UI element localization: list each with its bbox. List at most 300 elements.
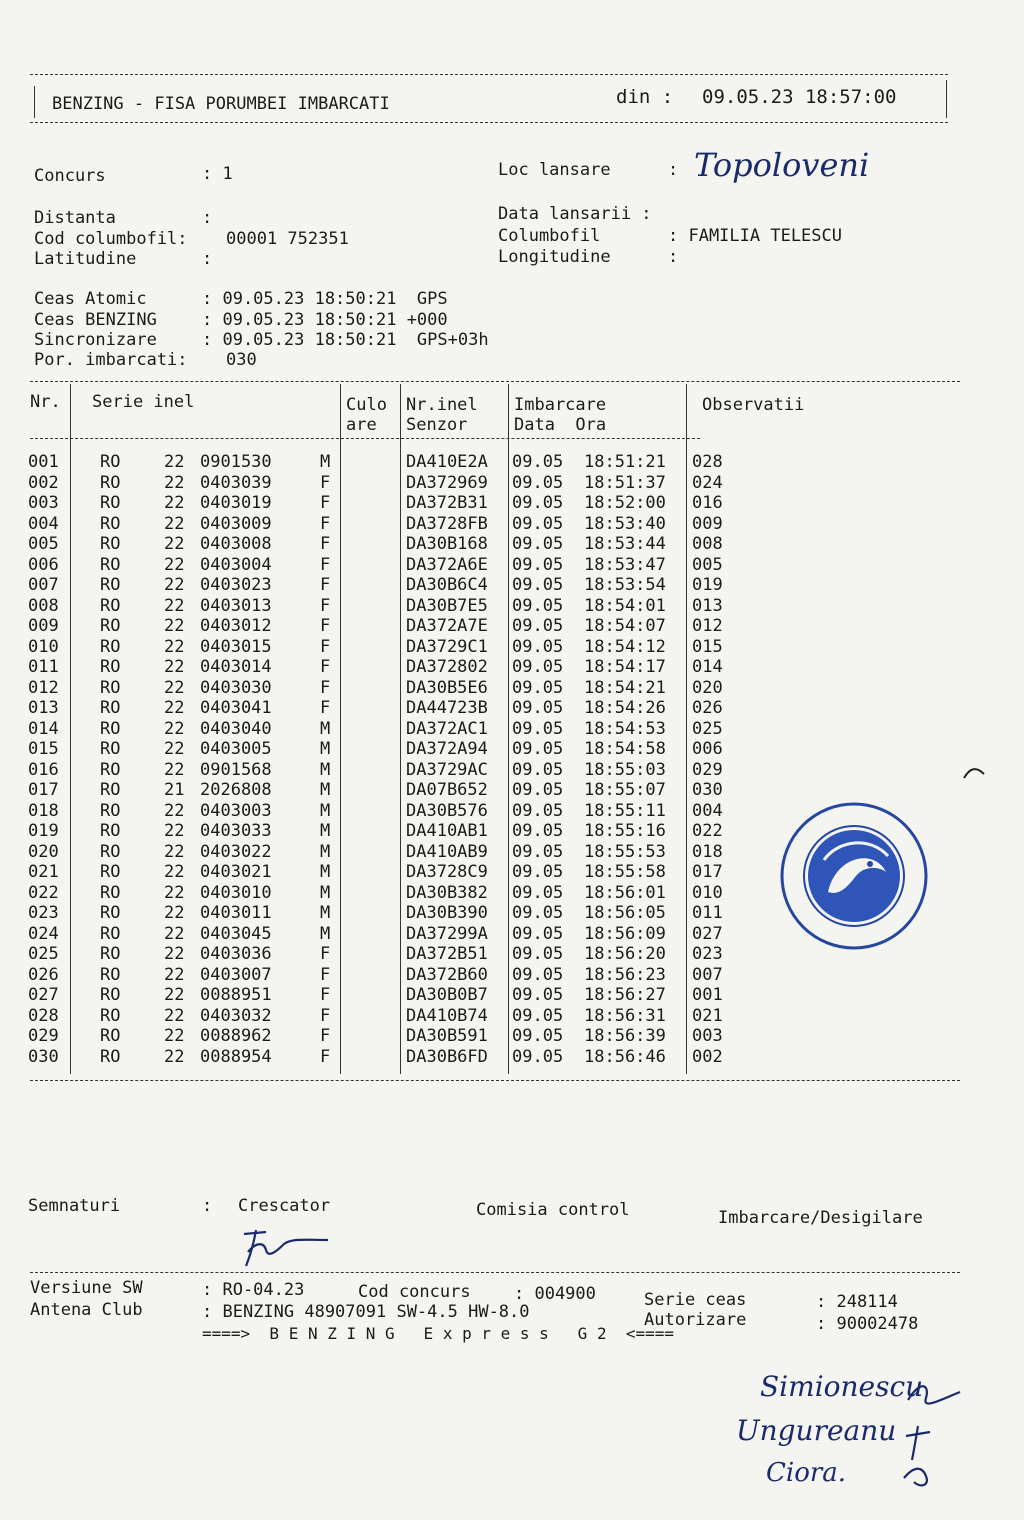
row-sex: M	[320, 841, 331, 862]
col-header-imbarcare-2: Data Ora	[514, 415, 607, 435]
row-nr: 002	[28, 472, 59, 493]
row-ring: 0403033	[200, 821, 272, 841]
row-country: RO	[100, 595, 121, 616]
row-time: 18:56:23	[584, 964, 666, 985]
row-observatii: 028	[692, 452, 723, 472]
row-country: RO	[100, 677, 121, 698]
loc-lansare-value: Topoloveni	[694, 146, 870, 184]
row-time: 18:56:01	[584, 882, 666, 903]
row-observatii: 019	[692, 575, 723, 595]
row-sex: F	[320, 985, 331, 1005]
row-country: RO	[100, 1026, 121, 1046]
row-sex: F	[320, 554, 331, 575]
row-ring: 0403008	[200, 534, 272, 554]
header-bottom-border	[30, 122, 948, 123]
row-time: 18:54:58	[584, 739, 666, 759]
col-header-nrinel-1: Nr.inel	[406, 395, 478, 415]
row-ring: 0403003	[200, 800, 272, 821]
ceas-atomic-label: Ceas Atomic	[34, 289, 147, 309]
row-observatii: 021	[692, 1005, 723, 1026]
header-din-label: din :	[616, 86, 674, 108]
col-header-observatii: Observatii	[702, 395, 805, 415]
columbofil-value: : FAMILIA TELESCU	[668, 226, 842, 246]
signature-crescator: Crescator	[238, 1196, 331, 1216]
row-date: 09.05	[512, 800, 564, 821]
row-ring: 0403039	[200, 472, 272, 493]
row-ring: 0088951	[200, 985, 272, 1005]
row-observatii: 004	[692, 800, 723, 821]
row-date: 09.05	[512, 493, 564, 513]
row-date: 09.05	[512, 1046, 564, 1067]
row-ring: 0403041	[200, 698, 272, 718]
row-year: 22	[164, 944, 185, 964]
row-ring: 0403005	[200, 739, 272, 759]
row-time: 18:54:17	[584, 657, 666, 677]
row-date: 09.05	[512, 534, 564, 554]
row-observatii: 025	[692, 718, 723, 739]
ceas-atomic-value: : 09.05.23 18:50:21 GPS	[202, 289, 448, 309]
row-sex: M	[320, 903, 331, 923]
table-header-divider	[30, 438, 700, 439]
row-nr: 013	[28, 698, 59, 718]
row-observatii: 029	[692, 759, 723, 780]
row-sex: F	[320, 677, 331, 698]
row-nr: 003	[28, 493, 59, 513]
row-year: 22	[164, 452, 185, 472]
row-sex: F	[320, 534, 331, 554]
row-time: 18:56:46	[584, 1046, 666, 1067]
row-sensor: DA30B576	[406, 800, 488, 821]
row-country: RO	[100, 657, 121, 677]
row-observatii: 017	[692, 862, 723, 882]
row-sensor: DA30B7E5	[406, 595, 488, 616]
row-sensor: DA372B51	[406, 944, 488, 964]
row-year: 22	[164, 718, 185, 739]
row-year: 22	[164, 575, 185, 595]
antena-club-value: : BENZING 48907091 SW-4.5 HW-8.0	[202, 1302, 530, 1322]
autorizare-label: Autorizare	[644, 1310, 747, 1330]
row-date: 09.05	[512, 739, 564, 759]
row-ring: 0403004	[200, 554, 272, 575]
latitudine-value: :	[202, 249, 213, 269]
row-date: 09.05	[512, 698, 564, 718]
row-sex: F	[320, 472, 331, 493]
pen-mark	[960, 764, 990, 784]
row-time: 18:56:05	[584, 903, 666, 923]
row-observatii: 009	[692, 513, 723, 534]
row-date: 09.05	[512, 759, 564, 780]
row-nr: 022	[28, 882, 59, 903]
cod-concurs-label: Cod concurs	[358, 1282, 471, 1302]
row-ring: 0403040	[200, 718, 272, 739]
row-time: 18:55:11	[584, 800, 666, 821]
row-observatii: 016	[692, 493, 723, 513]
header-title: BENZING - FISA PORUMBEI IMBARCATI	[52, 94, 390, 114]
row-sensor: DA372A7E	[406, 616, 488, 636]
row-year: 22	[164, 882, 185, 903]
header-din-value: 09.05.23 18:57:00	[702, 86, 897, 108]
ceas-benzing-value: : 09.05.23 18:50:21 +000	[202, 310, 448, 330]
row-ring: 0403021	[200, 862, 272, 882]
row-nr: 021	[28, 862, 59, 882]
row-nr: 026	[28, 964, 59, 985]
autorizare-value: : 90002478	[816, 1314, 919, 1334]
row-ring: 0403010	[200, 882, 272, 903]
row-year: 22	[164, 903, 185, 923]
col-line-nr	[70, 384, 71, 1074]
row-sex: F	[320, 1046, 331, 1067]
loc-lansare-label: Loc lansare	[498, 160, 611, 180]
row-date: 09.05	[512, 862, 564, 882]
row-year: 22	[164, 841, 185, 862]
row-sex: F	[320, 1026, 331, 1046]
row-date: 09.05	[512, 944, 564, 964]
row-ring: 0403011	[200, 903, 272, 923]
data-lansarii-label: Data lansarii :	[498, 204, 652, 224]
row-year: 22	[164, 1005, 185, 1026]
loc-lansare-sep: :	[668, 160, 679, 180]
row-observatii: 024	[692, 472, 723, 493]
row-year: 22	[164, 677, 185, 698]
row-date: 09.05	[512, 821, 564, 841]
row-sex: M	[320, 821, 331, 841]
row-ring: 0403012	[200, 616, 272, 636]
col-header-imbarcare-1: Imbarcare	[514, 395, 607, 415]
row-country: RO	[100, 800, 121, 821]
row-ring: 0403030	[200, 677, 272, 698]
row-time: 18:53:40	[584, 513, 666, 534]
row-ring: 2026808	[200, 780, 272, 800]
row-date: 09.05	[512, 964, 564, 985]
row-sensor: DA410E2A	[406, 452, 488, 472]
row-sensor: DA30B6FD	[406, 1046, 488, 1067]
row-sex: F	[320, 698, 331, 718]
row-sensor: DA30B6C4	[406, 575, 488, 595]
table-bottom-border	[30, 1080, 960, 1081]
row-nr: 015	[28, 739, 59, 759]
row-year: 22	[164, 923, 185, 944]
row-sensor: DA372AC1	[406, 718, 488, 739]
row-observatii: 003	[692, 1026, 723, 1046]
row-country: RO	[100, 513, 121, 534]
handwritten-name-1: Simionescu	[760, 1370, 924, 1403]
serie-ceas-value: : 248114	[816, 1292, 898, 1312]
row-country: RO	[100, 882, 121, 903]
row-observatii: 015	[692, 636, 723, 657]
row-country: RO	[100, 964, 121, 985]
row-ring: 0403022	[200, 841, 272, 862]
row-time: 18:56:31	[584, 1005, 666, 1026]
row-sex: F	[320, 595, 331, 616]
row-observatii: 013	[692, 595, 723, 616]
handwritten-name-3: Ciora.	[766, 1458, 847, 1488]
row-country: RO	[100, 903, 121, 923]
row-sex: M	[320, 759, 331, 780]
row-country: RO	[100, 759, 121, 780]
row-date: 09.05	[512, 575, 564, 595]
row-date: 09.05	[512, 903, 564, 923]
row-year: 21	[164, 780, 185, 800]
crescator-signature	[236, 1222, 336, 1272]
row-date: 09.05	[512, 985, 564, 1005]
row-ring: 0403009	[200, 513, 272, 534]
row-ring: 0403036	[200, 944, 272, 964]
row-nr: 012	[28, 677, 59, 698]
row-observatii: 006	[692, 739, 723, 759]
row-year: 22	[164, 964, 185, 985]
row-time: 18:52:00	[584, 493, 666, 513]
cod-columbofil-value: 00001 752351	[226, 229, 349, 249]
row-nr: 008	[28, 595, 59, 616]
row-observatii: 027	[692, 923, 723, 944]
row-year: 22	[164, 616, 185, 636]
row-nr: 017	[28, 780, 59, 800]
sincronizare-value: : 09.05.23 18:50:21 GPS+03h	[202, 330, 489, 350]
row-sensor: DA372B31	[406, 493, 488, 513]
row-nr: 009	[28, 616, 59, 636]
row-time: 18:51:21	[584, 452, 666, 472]
row-sensor: DA30B0B7	[406, 985, 488, 1005]
row-time: 18:56:39	[584, 1026, 666, 1046]
row-date: 09.05	[512, 718, 564, 739]
row-ring: 0403019	[200, 493, 272, 513]
row-date: 09.05	[512, 657, 564, 677]
club-stamp	[778, 800, 930, 952]
row-nr: 004	[28, 513, 59, 534]
row-sex: M	[320, 452, 331, 472]
row-sensor: DA30B382	[406, 882, 488, 903]
row-date: 09.05	[512, 616, 564, 636]
row-country: RO	[100, 554, 121, 575]
row-sensor: DA3728C9	[406, 862, 488, 882]
longitudine-value: :	[668, 247, 679, 267]
row-observatii: 007	[692, 964, 723, 985]
row-time: 18:54:26	[584, 698, 666, 718]
por-imbarcati-label: Por. imbarcati:	[34, 350, 188, 370]
row-observatii: 018	[692, 841, 723, 862]
col-line-serie	[340, 384, 341, 1074]
header-left-border	[34, 86, 35, 118]
row-sex: F	[320, 944, 331, 964]
serie-ceas-label: Serie ceas	[644, 1290, 747, 1310]
row-sex: F	[320, 513, 331, 534]
distanta-label: Distanta	[34, 208, 116, 228]
row-nr: 024	[28, 923, 59, 944]
row-observatii: 005	[692, 554, 723, 575]
row-time: 18:55:03	[584, 759, 666, 780]
row-time: 18:56:20	[584, 944, 666, 964]
row-country: RO	[100, 1005, 121, 1026]
row-time: 18:56:27	[584, 985, 666, 1005]
row-country: RO	[100, 985, 121, 1005]
latitudine-label: Latitudine	[34, 249, 137, 269]
row-sensor: DA30B591	[406, 1026, 488, 1046]
row-year: 22	[164, 821, 185, 841]
row-country: RO	[100, 841, 121, 862]
row-nr: 019	[28, 821, 59, 841]
row-sensor: DA410AB9	[406, 841, 488, 862]
row-sensor: DA410B74	[406, 1005, 488, 1026]
row-time: 18:55:58	[584, 862, 666, 882]
row-country: RO	[100, 821, 121, 841]
row-sex: F	[320, 636, 331, 657]
row-sensor: DA3729AC	[406, 759, 488, 780]
row-ring: 0403013	[200, 595, 272, 616]
row-observatii: 002	[692, 1046, 723, 1067]
row-nr: 010	[28, 636, 59, 657]
row-sex: F	[320, 964, 331, 985]
versiune-sw-value: : RO-04.23	[202, 1280, 305, 1300]
row-nr: 001	[28, 452, 59, 472]
row-ring: 0403032	[200, 1005, 272, 1026]
row-ring: 0403015	[200, 636, 272, 657]
row-year: 22	[164, 862, 185, 882]
row-time: 18:55:16	[584, 821, 666, 841]
row-sex: F	[320, 1005, 331, 1026]
row-observatii: 014	[692, 657, 723, 677]
row-country: RO	[100, 452, 121, 472]
row-year: 22	[164, 1026, 185, 1046]
row-time: 18:53:47	[584, 554, 666, 575]
row-nr: 028	[28, 1005, 59, 1026]
row-country: RO	[100, 923, 121, 944]
row-time: 18:53:54	[584, 575, 666, 595]
row-year: 22	[164, 636, 185, 657]
row-country: RO	[100, 718, 121, 739]
row-sensor: DA44723B	[406, 698, 488, 718]
row-sensor: DA372969	[406, 472, 488, 493]
row-sex: F	[320, 657, 331, 677]
header-right-border	[946, 80, 947, 118]
row-sex: F	[320, 616, 331, 636]
concurs-label: Concurs	[34, 166, 106, 186]
row-year: 22	[164, 595, 185, 616]
columbofil-label: Columbofil	[498, 226, 601, 246]
row-date: 09.05	[512, 1005, 564, 1026]
row-year: 22	[164, 657, 185, 677]
col-line-imbarcare	[686, 384, 687, 1074]
row-ring: 0403014	[200, 657, 272, 677]
row-year: 22	[164, 493, 185, 513]
row-year: 22	[164, 800, 185, 821]
row-sensor: DA410AB1	[406, 821, 488, 841]
row-observatii: 030	[692, 780, 723, 800]
row-sex: M	[320, 923, 331, 944]
signature-comisia: Comisia control	[476, 1200, 630, 1220]
row-observatii: 001	[692, 985, 723, 1005]
row-ring: 0403007	[200, 964, 272, 985]
row-year: 22	[164, 698, 185, 718]
row-country: RO	[100, 493, 121, 513]
row-date: 09.05	[512, 882, 564, 903]
row-nr: 006	[28, 554, 59, 575]
row-nr: 018	[28, 800, 59, 821]
row-sex: M	[320, 862, 331, 882]
antena-club-label: Antena Club	[30, 1300, 143, 1320]
col-line-senzor	[508, 384, 509, 1074]
row-date: 09.05	[512, 595, 564, 616]
longitudine-label: Longitudine	[498, 247, 611, 267]
row-time: 18:55:07	[584, 780, 666, 800]
row-date: 09.05	[512, 923, 564, 944]
row-year: 22	[164, 759, 185, 780]
semnaturi-sep: :	[202, 1196, 213, 1216]
col-header-culoare-2: are	[346, 415, 377, 435]
row-nr: 020	[28, 841, 59, 862]
row-nr: 007	[28, 575, 59, 595]
row-time: 18:56:09	[584, 923, 666, 944]
row-time: 18:55:53	[584, 841, 666, 862]
row-nr: 030	[28, 1046, 59, 1067]
row-date: 09.05	[512, 1026, 564, 1046]
benzing-express-line: ====> B E N Z I N G E x p r e s s G 2 <====	[202, 1324, 675, 1343]
row-country: RO	[100, 636, 121, 657]
row-date: 09.05	[512, 636, 564, 657]
handwritten-name-2: Ungureanu	[736, 1414, 897, 1447]
sincronizare-label: Sincronizare	[34, 330, 157, 350]
cod-concurs-value: : 004900	[514, 1284, 596, 1304]
row-country: RO	[100, 472, 121, 493]
row-nr: 014	[28, 718, 59, 739]
row-date: 09.05	[512, 513, 564, 534]
row-time: 18:54:21	[584, 677, 666, 698]
row-sensor: DA07B652	[406, 780, 488, 800]
row-date: 09.05	[512, 554, 564, 575]
row-date: 09.05	[512, 452, 564, 472]
row-sensor: DA372A94	[406, 739, 488, 759]
row-observatii: 020	[692, 677, 723, 698]
cod-columbofil-label: Cod columbofil:	[34, 229, 188, 249]
row-ring: 0403023	[200, 575, 272, 595]
row-time: 18:54:53	[584, 718, 666, 739]
row-observatii: 026	[692, 698, 723, 718]
row-sex: M	[320, 718, 331, 739]
semnaturi-label: Semnaturi	[28, 1196, 121, 1216]
row-time: 18:54:07	[584, 616, 666, 636]
row-time: 18:53:44	[584, 534, 666, 554]
row-ring: 0901530	[200, 452, 272, 472]
col-line-culoare	[400, 384, 401, 1074]
row-year: 22	[164, 554, 185, 575]
col-header-serie: Serie inel	[92, 392, 195, 412]
row-sex: M	[320, 739, 331, 759]
row-ring: 0403045	[200, 923, 272, 944]
row-country: RO	[100, 575, 121, 595]
row-ring: 0901568	[200, 759, 272, 780]
versiune-sw-label: Versiune SW	[30, 1278, 143, 1298]
row-sensor: DA372802	[406, 657, 488, 677]
row-time: 18:54:12	[584, 636, 666, 657]
row-sex: M	[320, 882, 331, 903]
distanta-value: :	[202, 208, 213, 228]
row-sensor: DA372A6E	[406, 554, 488, 575]
row-sensor: DA372B60	[406, 964, 488, 985]
row-sensor: DA3729C1	[406, 636, 488, 657]
row-observatii: 023	[692, 944, 723, 964]
row-sex: F	[320, 575, 331, 595]
handwritten-initials	[900, 1370, 980, 1490]
signature-imbarcare: Imbarcare/Desigilare	[718, 1208, 923, 1228]
ceas-benzing-label: Ceas BENZING	[34, 310, 157, 330]
row-country: RO	[100, 534, 121, 554]
row-observatii: 022	[692, 821, 723, 841]
row-observatii: 011	[692, 903, 723, 923]
row-observatii: 010	[692, 882, 723, 903]
concurs-value: : 1	[202, 164, 233, 184]
row-year: 22	[164, 472, 185, 493]
row-ring: 0088962	[200, 1026, 272, 1046]
row-observatii: 012	[692, 616, 723, 636]
